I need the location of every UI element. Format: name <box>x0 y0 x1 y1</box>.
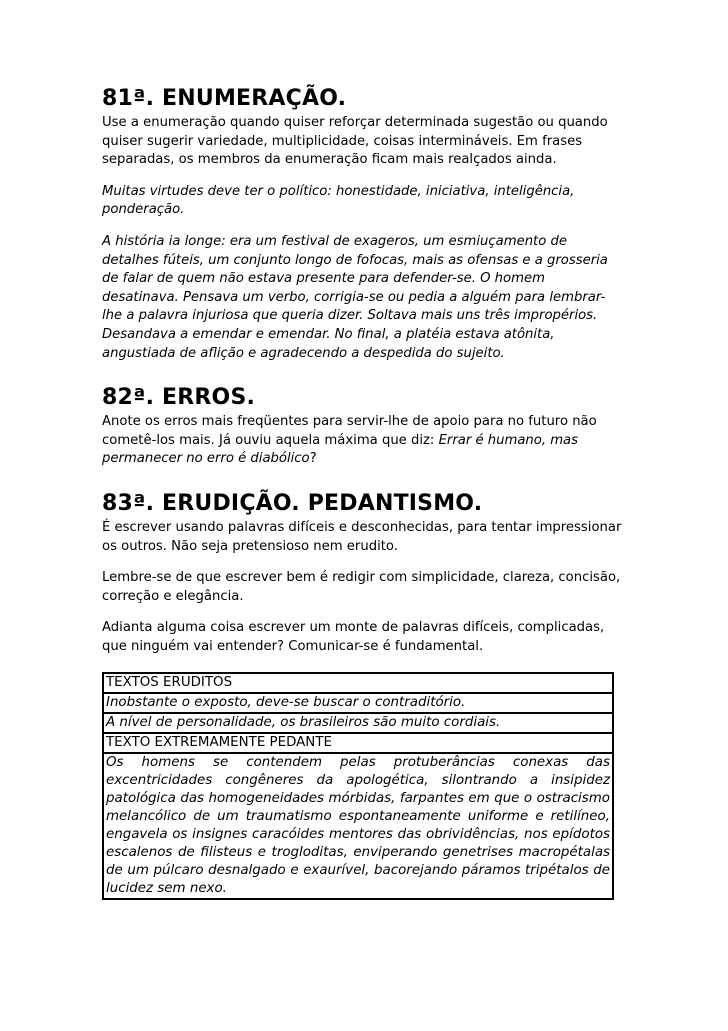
table-row <box>103 733 613 753</box>
example-paragraph: Muitas virtudes deve ter o político: honestidade, iniciativa, inteligência, ponderação. <box>102 183 575 218</box>
body-paragraph <box>102 413 624 469</box>
table-row <box>103 713 613 733</box>
examples-table <box>102 672 614 900</box>
table-header-cell: TEXTOS ERUDITOS <box>103 673 613 693</box>
body-paragraph: Lembre-se de que escrever bem é redigir com simplicidade, clareza, concisão, correção e elegância. <box>102 570 621 604</box>
quote-text: Errar é humano, mas permanecer no erro é diabólico <box>102 432 579 467</box>
document-page <box>102 84 624 900</box>
table-cell: Os homens se contendem pelas protuberâncias conexas das excentricidades congêneres da apologética, silontrando a insipidez patológica das homogeneidades mórbidas, farpantes em que o ostracismo melancólico de um traumatismo espontaneamente uniforme e retilíneo, engavela os insignes caracóides mentores das obrividências, nos epídotos escalenos de filisteus e trogloditas, enviperando genetrises macropétalas de um púlcaro desnalgado e exaurível, bacorejando páramos tripétalos de lucidez sem nexo. <box>103 753 613 899</box>
table-row <box>103 753 613 899</box>
table-header-cell: TEXTO EXTREMAMENTE PEDANTE <box>103 733 613 753</box>
body-text: Anote os erros mais freqüentes para servir-lhe de apoio para no futuro não cometê-los mais. Já ouviu aquela máxima que diz: <box>102 414 597 448</box>
section-enumeracao <box>102 84 624 363</box>
table-cell: Inobstante o exposto, deve-se buscar o contraditório. <box>103 693 613 713</box>
table-row <box>103 693 613 713</box>
section-erros <box>102 383 624 469</box>
section-erudicao <box>102 489 624 901</box>
section-title: 83ª. ERUDIÇÃO. PEDANTISMO. <box>102 490 483 516</box>
section-title: 82ª. ERROS. <box>102 385 256 411</box>
body-text-end: ? <box>309 451 317 467</box>
section-title: 81ª. ENUMERAÇÃO. <box>102 86 347 111</box>
table-row <box>103 673 613 693</box>
body-paragraph: Use a enumeração quando quiser reforçar determinada sugestão ou quando quiser sugerir variedade, multiplicidade, coisas intermináveis. Em frases separadas, os membros da enumeração ficam mais realçados ainda. <box>102 115 608 168</box>
body-paragraph: Adianta alguma coisa escrever um monte de palavras difíceis, complicadas, que ninguém vai entender? Comunicar-se é fundamental. <box>102 620 605 654</box>
body-paragraph: É escrever usando palavras difíceis e desconhecidas, para tentar impressionar os outros. Não seja pretensioso nem erudito. <box>102 519 622 554</box>
table-cell: A nível de personalidade, os brasileiros são muito cordiais. <box>103 713 613 733</box>
example-paragraph: A história ia longe: era um festival de exageros, um esmiuçamento de detalhes fúteis, um conjunto longo de fofocas, mais as ofensas e a grosseria de falar de quem não estava presente para defender-se. O homem desatinava. Pensava um verbo, corrigia-se ou pedia a alguém para lembrar-lhe a palavra injuriosa que queria dizer. Soltava mais uns três impropérios. Desandava a emendar e emendar. No final, a platéia estava atônita, angustiada de aflição e agradecendo a despedida do sujeito. <box>102 233 608 361</box>
